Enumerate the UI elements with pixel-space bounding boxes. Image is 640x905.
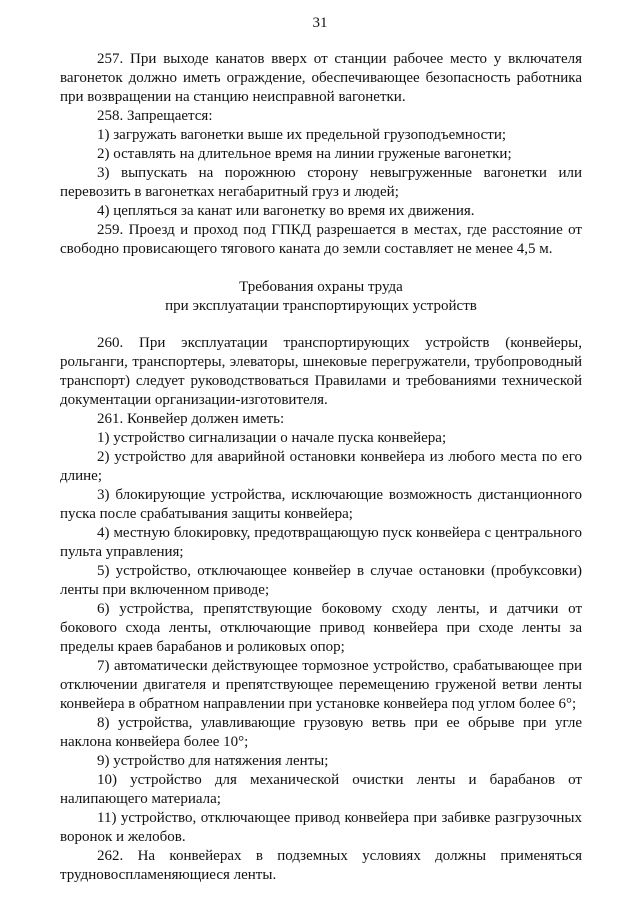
paragraph-259: 259. Проезд и проход под ГПКД разрешается в местах, где расстояние от свободно провисающего тягового каната до земли составляет не менее 4,5 м. bbox=[60, 222, 582, 257]
list-item-258-3: 3) выпускать на порожнюю сторону невыгруженные вагонетки или перевозить в вагонетках негабаритный груз и людей; bbox=[60, 165, 582, 200]
document-body bbox=[60, 50, 582, 885]
paragraph-257: 257. При выходе канатов вверх от станции рабочее место у включателя вагонеток должно иметь ограждение, обеспечивающее безопасность работника при возвращении на станцию неисправной вагонетки. bbox=[60, 51, 582, 105]
paragraph-258: 258. Запрещается: bbox=[97, 108, 213, 124]
list-item-261-5: 5) устройство, отключающее конвейер в случае остановки (пробуксовки) ленты при включенном приводе; bbox=[60, 563, 582, 598]
list-item-261-9: 9) устройство для натяжения ленты; bbox=[97, 753, 329, 769]
list-item-261-1: 1) устройство сигнализации о начале пуска конвейера; bbox=[97, 430, 447, 446]
section-heading-line-2: при эксплуатации транспортирующих устройств bbox=[165, 298, 477, 314]
list-item-261-4: 4) местную блокировку, предотвращающую пуск конвейера с центрального пульта управления; bbox=[60, 525, 582, 560]
paragraph-260: 260. При эксплуатации транспортирующих устройств (конвейеры, рольганги, транспортеры, элеваторы, шнековые перегружатели, трубопроводный транспорт) следует руководствоваться Правилами и требованиями технической документации организации-изготовителя. bbox=[60, 335, 582, 408]
list-item-258-4: 4) цепляться за канат или вагонетку во время их движения. bbox=[97, 203, 475, 219]
paragraph-262: 262. На конвейерах в подземных условиях должны применяться трудновоспламеняющиеся ленты. bbox=[60, 848, 582, 883]
list-item-261-8: 8) устройства, улавливающие грузовую ветвь при ее обрыве при угле наклона конвейера более 10°; bbox=[60, 715, 582, 750]
list-item-258-1: 1) загружать вагонетки выше их предельной грузоподъемности; bbox=[97, 127, 507, 143]
list-item-261-10: 10) устройство для механической очистки ленты и барабанов от налипающего материала; bbox=[60, 772, 582, 807]
list-item-258-2: 2) оставлять на длительное время на линии груженые вагонетки; bbox=[97, 146, 512, 162]
list-item-261-2: 2) устройство для аварийной остановки конвейера из любого места по его длине; bbox=[60, 449, 582, 484]
section-heading-line-1: Требования охраны труда bbox=[239, 279, 403, 295]
list-item-261-7: 7) автоматически действующее тормозное устройство, срабатывающее при отключении двигателя и препятствующее перемещению груженой ветви ленты конвейера в обратном направлении при установке конвейера под углом более 6°; bbox=[60, 658, 582, 712]
paragraph-261: 261. Конвейер должен иметь: bbox=[97, 411, 285, 427]
section-heading bbox=[60, 278, 582, 316]
list-item-261-3: 3) блокирующие устройства, исключающие возможность дистанционного пуска после срабатывания защиты конвейера; bbox=[60, 487, 582, 522]
list-item-261-6: 6) устройства, препятствующие боковому сходу ленты, и датчики от бокового схода ленты, отключающие привод конвейера при сходе ленты за пределы краев барабанов и роликовых опор; bbox=[60, 601, 582, 655]
page-number: 31 bbox=[312, 15, 328, 31]
list-item-261-11: 11) устройство, отключающее привод конвейера при забивке разгрузочных воронок и желобов. bbox=[60, 810, 582, 845]
